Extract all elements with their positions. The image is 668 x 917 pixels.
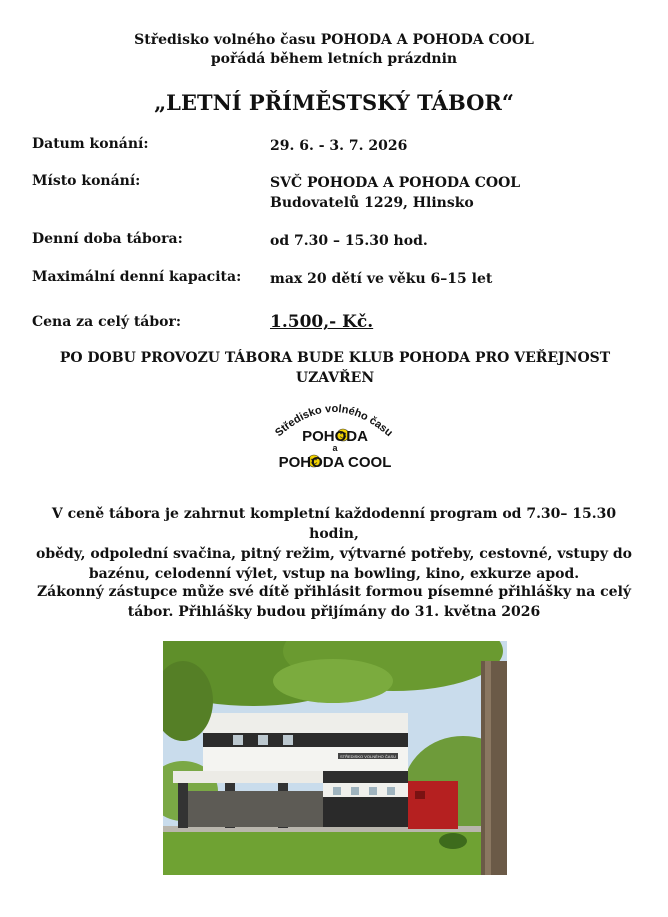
price-label: Cena za celý tábor: (32, 314, 182, 330)
capacity-value: max 20 dětí ve věku 6–15 let (270, 271, 493, 287)
closure-notice (40, 348, 630, 388)
date-value: 29. 6. - 3. 7. 2026 (270, 138, 408, 154)
hours-value: od 7.30 – 15.30 hod. (270, 233, 428, 249)
building-sign: STŘEDISKO VOLNÉHO ČASU (339, 754, 397, 759)
place-value-address: Budovatelů 1229, Hlinsko (270, 195, 474, 211)
program-line2: obědy, odpolední svačina, pitný režim, výtvarné potřeby, cestovné, vstupy do (36, 546, 632, 562)
registration-paragraph (30, 582, 638, 622)
hours-label: Denní doba tábora: (32, 231, 183, 247)
logo-word-pohoda-cool: POHODA COOL (278, 454, 392, 471)
logo-word-pohoda: POHODA (302, 428, 368, 445)
program-paragraph (30, 504, 638, 584)
place-label: Místo konání: (32, 173, 141, 189)
registration-line1: Zákonný zástupce může své dítě přihlásit formou písemné přihlášky na celý (36, 584, 632, 600)
header-subline: pořádá během letních prázdnin (210, 51, 458, 67)
closure-notice-line2: UZAVŘEN (295, 370, 375, 386)
place-value (270, 173, 520, 213)
price-value: 1.500,- Kč. (270, 312, 374, 332)
program-line1: V ceně tábora je zahrnut kompletní každodenní program od 7.30– 15.30 hodin, (51, 506, 617, 542)
header-organizer: Středisko volného času POHODA A POHODA COOL (134, 32, 534, 48)
date-label: Datum konání: (32, 136, 149, 152)
building-photo-illustration (163, 641, 507, 875)
flyer-title: „LETNÍ PŘÍMĚSTSKÝ TÁBOR“ (154, 90, 514, 115)
building-photo (163, 641, 507, 875)
place-value-name: SVČ POHODA A POHODA COOL (270, 175, 521, 191)
logo-connector: a (332, 443, 338, 453)
registration-line2: tábor. Přihlášky budou přijímány do 31. května 2026 (127, 604, 541, 620)
capacity-label: Maximální denní kapacita: (32, 269, 242, 285)
logo-arc-text: Středisko volného času (273, 402, 395, 440)
flyer-header (0, 31, 668, 69)
closure-notice-line1: PO DOBU PROVOZU TÁBORA BUDE KLUB POHODA PRO VEŘEJNOST (59, 350, 611, 366)
organization-logo (265, 395, 405, 477)
program-line3: bazénu, celodenní výlet, vstup na bowling, kino, exkurze apod. (88, 566, 580, 582)
